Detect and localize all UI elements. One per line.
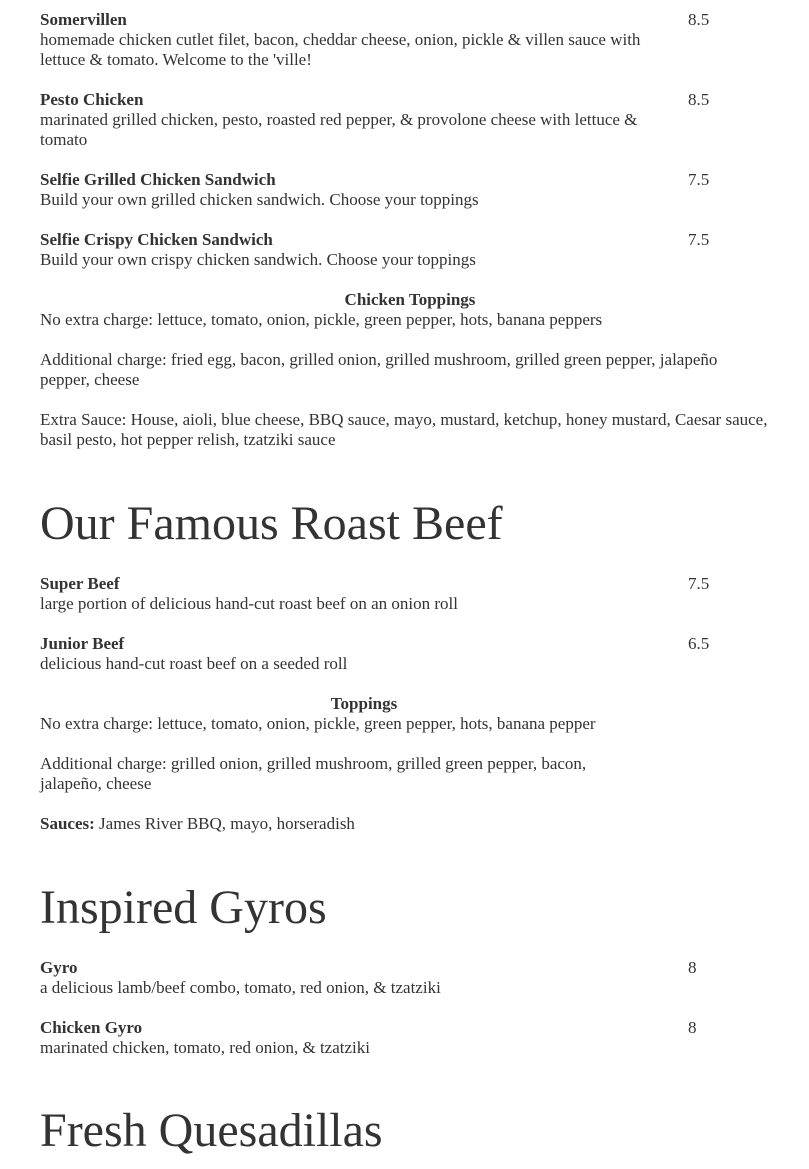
item-name: Junior Beef bbox=[40, 634, 125, 653]
item-price: 7.5 bbox=[688, 170, 710, 189]
menu-item-somervillen bbox=[40, 10, 770, 70]
no-charge-toppings: No extra charge: lettuce, tomato, onion, pickle, green pepper, hots, banana pepper bbox=[40, 714, 596, 733]
section-title-roast-beef: Our Famous Roast Beef bbox=[40, 497, 503, 550]
item-name: Somervillen bbox=[40, 10, 127, 29]
additional-charge-toppings: Additional charge: grilled onion, grilled mushroom, grilled green pepper, bacon, jalapeño, cheese bbox=[40, 754, 587, 793]
menu-item-junior-beef bbox=[40, 634, 770, 674]
item-description: homemade chicken cutlet filet, bacon, cheddar cheese, onion, pickle & villen sauce with lettuce & tomato. Welcome to the 'ville! bbox=[40, 30, 641, 69]
item-name: Selfie Grilled Chicken Sandwich bbox=[40, 170, 276, 189]
beef-toppings bbox=[40, 694, 770, 834]
toppings-title: Chicken Toppings bbox=[344, 290, 476, 309]
item-name: Selfie Crispy Chicken Sandwich bbox=[40, 230, 273, 249]
menu-item-pesto-chicken bbox=[40, 90, 770, 150]
item-description: Build your own grilled chicken sandwich. Choose your toppings bbox=[40, 190, 479, 209]
menu-page bbox=[40, 10, 770, 1159]
no-charge-toppings: No extra charge: lettuce, tomato, onion, pickle, green pepper, hots, banana peppers bbox=[40, 310, 603, 329]
item-price: 8.5 bbox=[688, 90, 710, 109]
menu-item-selfie-grilled bbox=[40, 170, 770, 210]
item-price: 7.5 bbox=[688, 574, 710, 593]
item-description: a delicious lamb/beef combo, tomato, red onion, & tzatziki bbox=[40, 978, 441, 997]
item-name: Gyro bbox=[40, 958, 78, 977]
item-price: 8 bbox=[688, 958, 697, 977]
additional-charge-toppings: Additional charge: fried egg, bacon, grilled onion, grilled mushroom, grilled green pepper, jalapeño pepper, cheese bbox=[40, 350, 718, 389]
menu-item-selfie-crispy bbox=[40, 230, 770, 270]
extra-sauce-list: Extra Sauce: House, aioli, blue cheese, BBQ sauce, mayo, mustard, ketchup, honey mustard, Caesar sauce, basil pesto, hot pepper relish, tzatziki sauce bbox=[40, 410, 768, 449]
item-description: delicious hand-cut roast beef on a seeded roll bbox=[40, 654, 348, 673]
item-name: Pesto Chicken bbox=[40, 90, 144, 109]
item-price: 8.5 bbox=[688, 10, 710, 29]
sauces-text: James River BBQ, mayo, horseradish bbox=[94, 814, 355, 833]
sauces-list bbox=[40, 814, 770, 834]
item-description: large portion of delicious hand-cut roast beef on an onion roll bbox=[40, 594, 458, 613]
section-title-gyros: Inspired Gyros bbox=[40, 881, 327, 934]
item-description: marinated grilled chicken, pesto, roasted red pepper, & provolone cheese with lettuce & tomato bbox=[40, 110, 638, 149]
menu-item-super-beef bbox=[40, 574, 770, 614]
sauces-label: Sauces: bbox=[40, 814, 95, 833]
item-price: 8 bbox=[688, 1018, 697, 1037]
item-description: marinated chicken, tomato, red onion, & tzatziki bbox=[40, 1038, 370, 1057]
item-description: Build your own crispy chicken sandwich. Choose your toppings bbox=[40, 250, 476, 269]
chicken-toppings bbox=[40, 290, 770, 450]
item-price: 6.5 bbox=[688, 634, 710, 653]
menu-item-gyro bbox=[40, 958, 770, 998]
section-title-quesadillas: Fresh Quesadillas bbox=[40, 1104, 383, 1157]
item-price: 7.5 bbox=[688, 230, 710, 249]
item-name: Super Beef bbox=[40, 574, 120, 593]
toppings-title: Toppings bbox=[330, 694, 398, 713]
menu-item-chicken-gyro bbox=[40, 1018, 770, 1058]
item-name: Chicken Gyro bbox=[40, 1018, 143, 1037]
